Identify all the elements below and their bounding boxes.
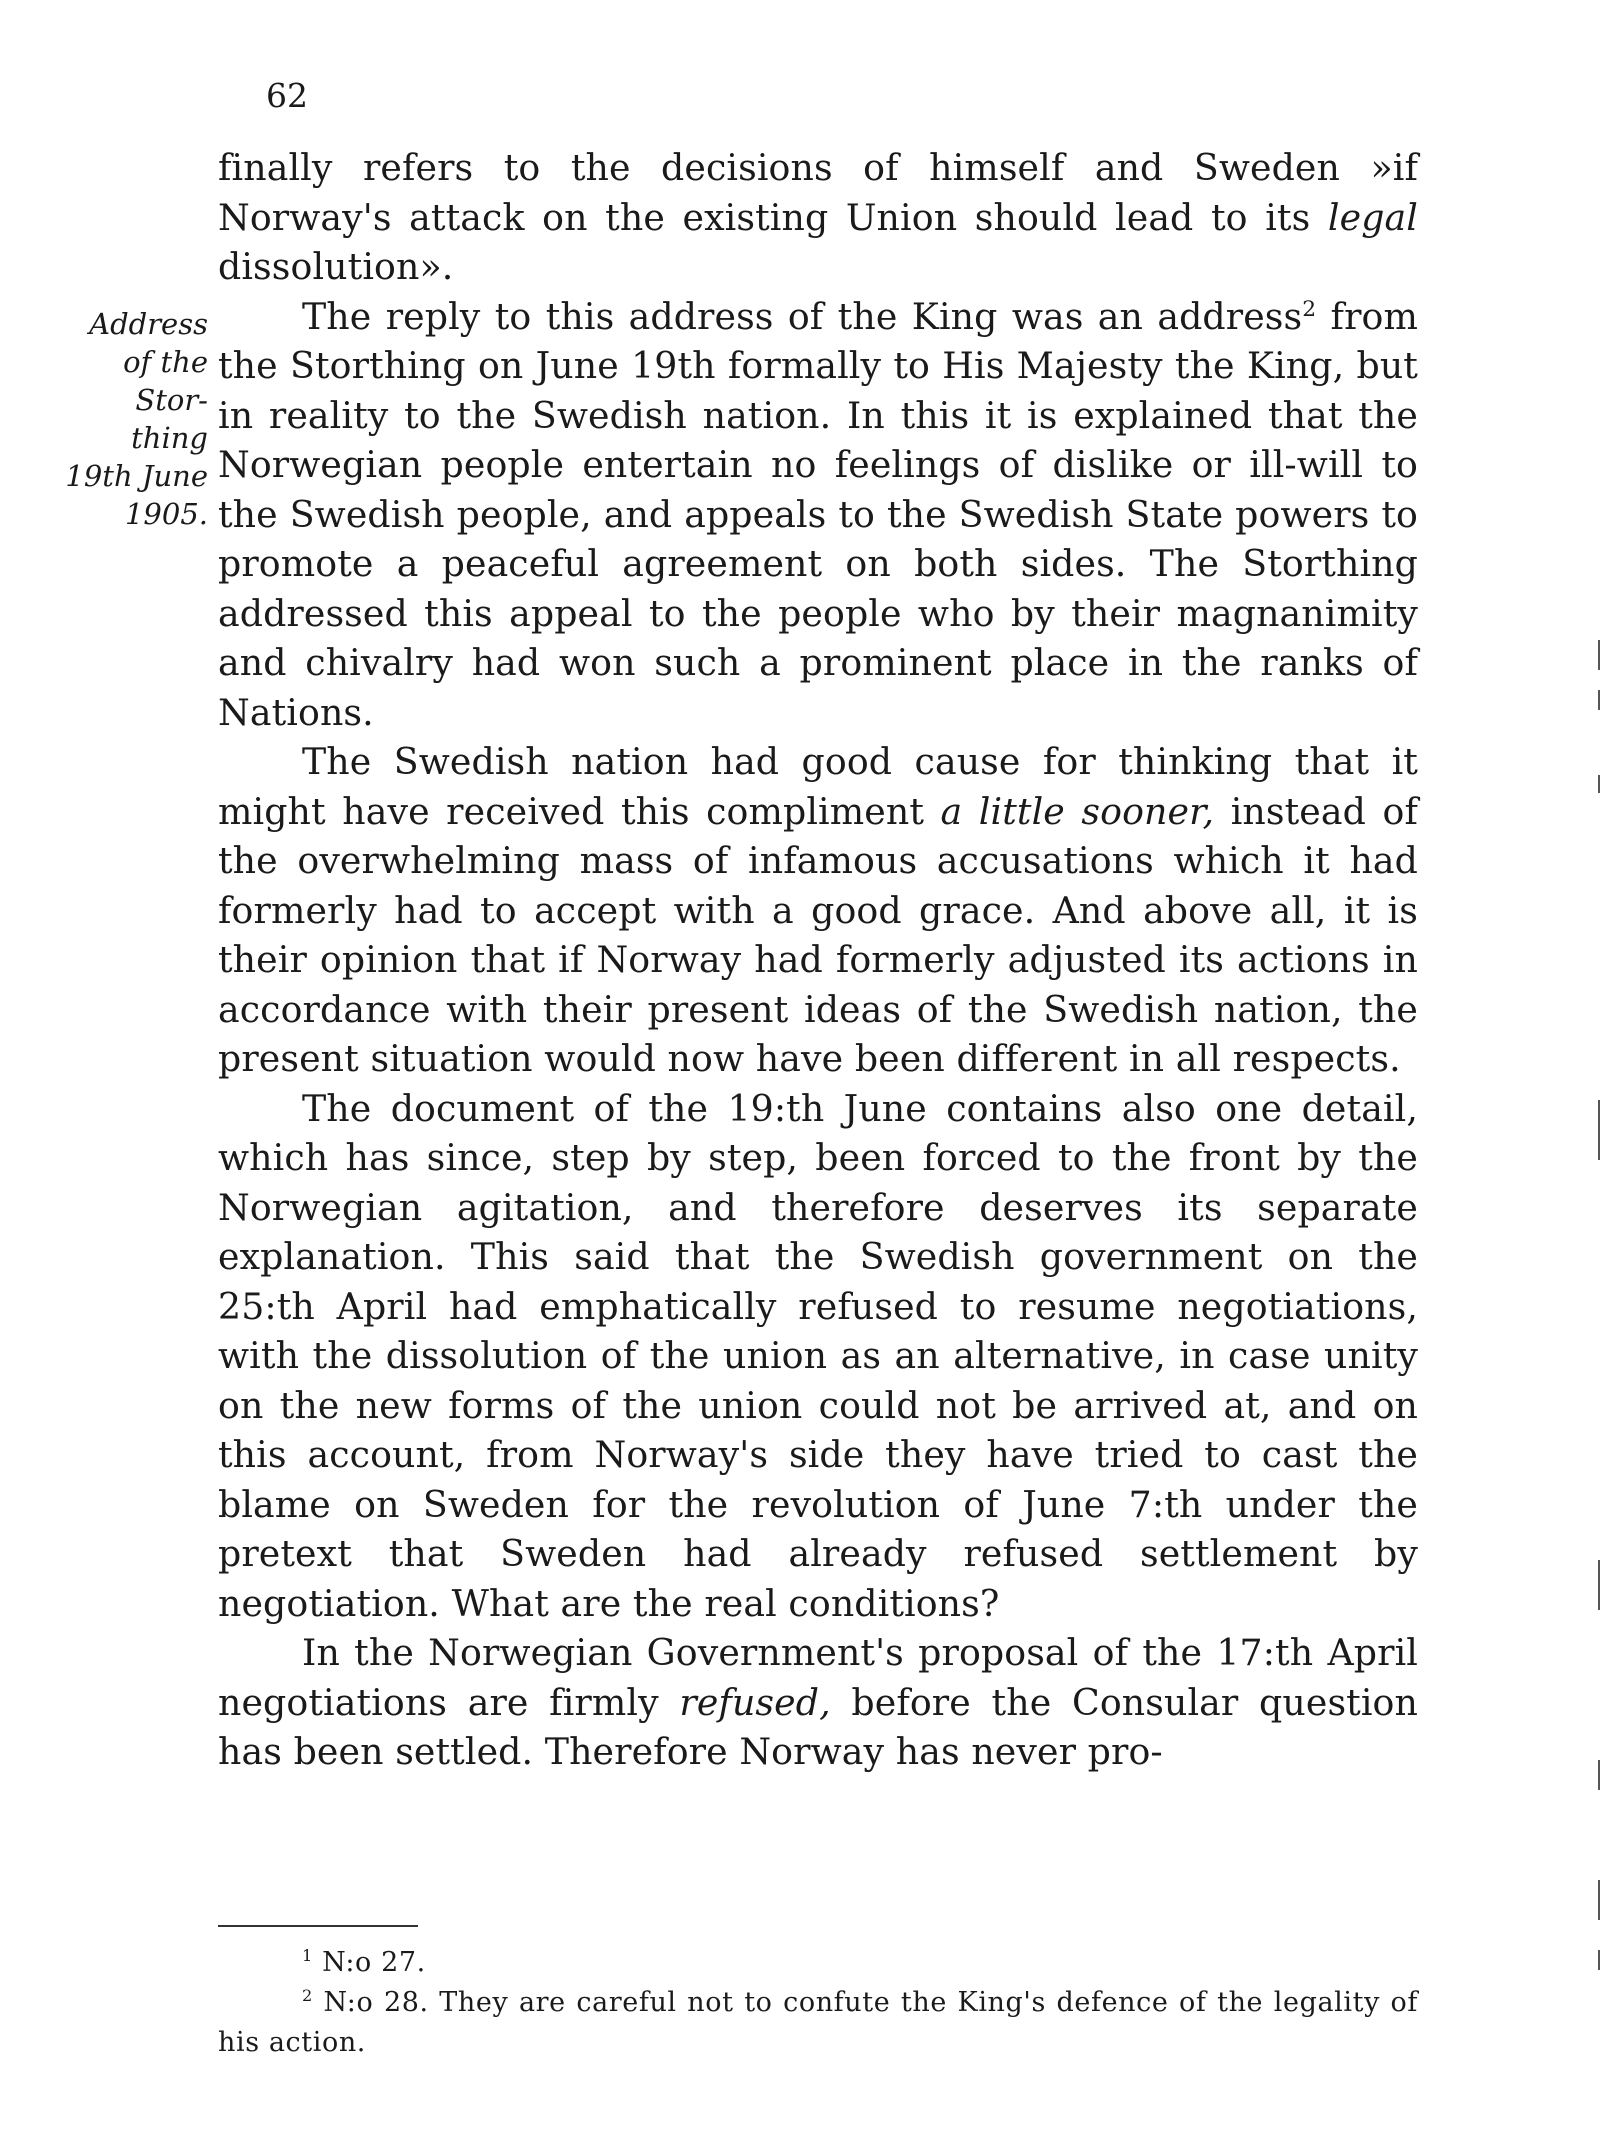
page-number: 62 — [266, 76, 308, 115]
sidenote — [40, 305, 208, 533]
scan-edge-mark — [1598, 1760, 1600, 1790]
footnote-divider — [218, 1925, 418, 1927]
sidenote-line: 19th June — [65, 459, 208, 493]
sidenote-line: thing — [131, 421, 208, 455]
sidenote-line: of the — [123, 345, 208, 379]
sidenote-line: 1905. — [124, 497, 208, 531]
scan-edge-mark — [1598, 1560, 1600, 1610]
sidenote-line: Stor- — [135, 383, 208, 417]
paragraph-4: The document of the 19:th June contains also one detail, which has since, step by step, been forced to the front by the Norwegian agitation, and therefore deserves its separate explanation. This said that the Swedish government on the 25:th April had emphatically refused to resume negotiations, with the dissolution of the union as an alternative, in case unity on the new forms of the union could not be arrived at, and on this account, from Norway's side they have tried to cast the blame on Sweden for the revolution of June 7:th under the pretext that Sweden had already refused settlement by negotiation. What are the real conditions? — [218, 1086, 1418, 1625]
scan-edge-mark — [1598, 1100, 1600, 1160]
scan-edge-mark — [1598, 1880, 1600, 1920]
paragraph-1: finally refers to the decisions of himself and Sweden »if Norway's attack on the existing Union should lead to its legal dissolution». — [218, 146, 1418, 288]
footnote-ref-2: 2 — [1302, 296, 1317, 322]
sidenote-line: Address — [89, 307, 208, 341]
scan-edge-mark — [1598, 775, 1600, 793]
footnote-1: $^1$ N:o 27. — [302, 1946, 426, 1978]
scan-edge-mark — [1598, 1950, 1600, 1970]
paragraph-2: The reply to this address of the King was an address$^2$ from the Storthing on June 19th formally to His Majesty the King, but in reality to the Swedish nation. In this it is explained that the Norwegian people entertain no feelings of dislike or ill-will to the Swedish people, and appeals to the Swedish State powers to promote a peaceful agreement on both sides. The Storthing addressed this appeal to the people who by their magnanimity and chivalry had won such a prominent place in the ranks of Nations. — [218, 294, 1418, 734]
body-text — [218, 143, 1418, 1777]
footnotes — [218, 1943, 1418, 2063]
paragraph-3: The Swedish nation had good cause for thinking that it might have received this compliment a little sooner, instead of the overwhelming mass of infamous accusations which it had formerly had to accept with a good grace. And above all, it is their opinion that if Norway had formerly adjusted its actions in accordance with their present ideas of the Swedish nation, the present situation would now have been different in all respects. — [218, 740, 1418, 1080]
scan-edge-mark — [1598, 640, 1600, 670]
footnote-2: $^2$ N:o 28. They are careful not to confute the King's defence of the legality of his action. — [218, 1986, 1418, 2058]
scan-edge-mark — [1598, 690, 1600, 710]
paragraph-5: In the Norwegian Government's proposal of the 17:th April negotiations are firmly refused, before the Consular question has been settled. Therefore Norway has never pro- — [218, 1631, 1418, 1773]
